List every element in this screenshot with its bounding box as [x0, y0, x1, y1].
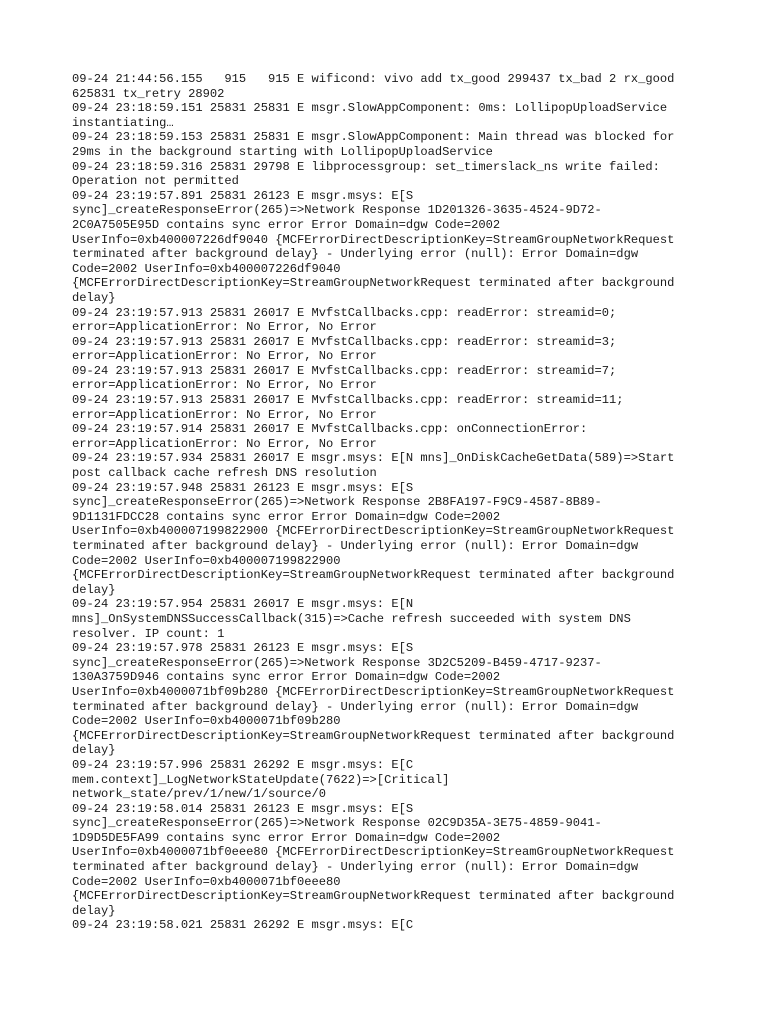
log-line: resolver. IP count: 1: [72, 626, 225, 641]
log-line: 09-24 23:19:57.934 25831 26017 E msgr.msys: E[N mns]_OnDiskCacheGetData(589)=>Start: [72, 451, 675, 466]
log-line: 09-24 23:19:57.954 25831 26017 E msgr.msys: E[N: [72, 597, 414, 612]
log-line: mns]_OnSystemDNSSuccessCallback(315)=>Cache refresh succeeded with system DNS: [72, 611, 631, 626]
log-line: Code=2002 UserInfo=0xb400007199822900: [72, 553, 341, 568]
log-line: UserInfo=0xb4000071bf09b280 {MCFErrorDirectDescriptionKey=StreamGroupNetworkRequest: [72, 684, 675, 699]
log-line: terminated after background delay} - Underlying error (null): Error Domain=dgw: [72, 247, 639, 262]
log-line: UserInfo=0xb400007226df9040 {MCFErrorDirectDescriptionKey=StreamGroupNetworkRequest: [72, 232, 675, 247]
log-line: UserInfo=0xb4000071bf0eee80 {MCFErrorDirectDescriptionKey=StreamGroupNetworkRequest: [72, 845, 675, 860]
log-line: Code=2002 UserInfo=0xb400007226df9040: [72, 261, 341, 276]
log-line: delay}: [72, 743, 116, 758]
log-line: 09-24 23:19:57.891 25831 26123 E msgr.msys: E[S: [72, 188, 414, 203]
log-line: network_state/prev/1/new/1/source/0: [72, 787, 327, 802]
log-line: terminated after background delay} - Underlying error (null): Error Domain=dgw: [72, 699, 639, 714]
log-line: 09-24 23:19:57.996 25831 26292 E msgr.msys: E[C: [72, 757, 414, 772]
log-line: 1D9D5DE5FA99 contains sync error Error Domain=dgw Code=2002: [72, 830, 501, 845]
log-line: error=ApplicationError: No Error, No Error: [72, 349, 377, 364]
log-line: 09-24 21:44:56.155 915 915 E wificond: vivo add tx_good 299437 tx_bad 2 rx_good: [72, 72, 675, 86]
log-line: 09-24 23:19:58.021 25831 26292 E msgr.msys: E[C: [72, 918, 414, 933]
log-line: terminated after background delay} - Underlying error (null): Error Domain=dgw: [72, 539, 639, 553]
log-line: sync]_createResponseError(265)=>Network Response 02C9D35A-3E75-4859-9041-: [72, 816, 602, 831]
log-line: delay}: [72, 290, 116, 305]
log-line: instantiating…: [72, 115, 174, 130]
log-line: 130A3759D946 contains sync error Error Domain=dgw Code=2002: [72, 670, 501, 685]
log-line: {MCFErrorDirectDescriptionKey=StreamGroupNetworkRequest terminated after background: [72, 728, 675, 743]
log-line: error=ApplicationError: No Error, No Error: [72, 436, 377, 451]
log-line: UserInfo=0xb400007199822900 {MCFErrorDirectDescriptionKey=StreamGroupNetworkRequest: [72, 524, 675, 539]
log-line: sync]_createResponseError(265)=>Network Response 2B8FA197-F9C9-4587-8B89-: [72, 495, 602, 510]
log-line: delay}: [72, 903, 116, 918]
log-line: 09-24 23:19:57.913 25831 26017 E MvfstCallbacks.cpp: readError: streamid=3;: [72, 334, 617, 349]
log-line: Operation not permitted: [72, 174, 239, 189]
log-line: 09-24 23:19:57.913 25831 26017 E MvfstCallbacks.cpp: readError: streamid=0;: [72, 305, 617, 320]
log-line: error=ApplicationError: No Error, No Error: [72, 407, 377, 422]
log-line: 09-24 23:19:58.014 25831 26123 E msgr.msys: E[S: [72, 801, 414, 816]
log-line: 09-24 23:18:59.153 25831 25831 E msgr.SlowAppComponent: Main thread was blocked for: [72, 130, 675, 145]
log-line: {MCFErrorDirectDescriptionKey=StreamGroupNetworkRequest terminated after background: [72, 889, 675, 904]
log-line: error=ApplicationError: No Error, No Error: [72, 378, 377, 393]
log-line: sync]_createResponseError(265)=>Network Response 3D2C5209-B459-4717-9237-: [72, 655, 602, 670]
log-line: sync]_createResponseError(265)=>Network Response 1D201326-3635-4524-9D72-: [72, 203, 602, 218]
log-line: 9D1131FDCC28 contains sync error Error Domain=dgw Code=2002: [72, 509, 501, 524]
log-line: {MCFErrorDirectDescriptionKey=StreamGroupNetworkRequest terminated after background: [72, 276, 675, 291]
log-line: mem.context]_LogNetworkStateUpdate(7622)=>[Critical]: [72, 772, 450, 787]
log-line: 625831 tx_retry 28902: [72, 86, 225, 101]
log-line: terminated after background delay} - Underlying error (null): Error Domain=dgw: [72, 860, 639, 875]
log-line: Code=2002 UserInfo=0xb4000071bf0eee80: [72, 874, 341, 889]
log-line: 29ms in the background starting with LollipopUploadService: [72, 144, 493, 159]
log-line: 09-24 23:18:59.316 25831 29798 E libprocessgroup: set_timerslack_ns write failed:: [72, 159, 660, 174]
log-line: {MCFErrorDirectDescriptionKey=StreamGroupNetworkRequest terminated after background: [72, 568, 675, 583]
log-line: 2C0A7505E95D contains sync error Error Domain=dgw Code=2002: [72, 217, 501, 232]
log-line: 09-24 23:18:59.151 25831 25831 E msgr.SlowAppComponent: 0ms: LollipopUploadService: [72, 101, 668, 116]
log-line: 09-24 23:19:57.978 25831 26123 E msgr.msys: E[S: [72, 641, 414, 656]
log-line: 09-24 23:19:57.913 25831 26017 E MvfstCallbacks.cpp: readError: streamid=11;: [72, 393, 624, 408]
log-line: delay}: [72, 582, 116, 597]
log-line: 09-24 23:19:57.913 25831 26017 E MvfstCallbacks.cpp: readError: streamid=7;: [72, 363, 617, 378]
log-text-block: [72, 72, 702, 933]
log-line: 09-24 23:19:57.914 25831 26017 E MvfstCallbacks.cpp: onConnectionError:: [72, 422, 588, 437]
log-line: Code=2002 UserInfo=0xb4000071bf09b280: [72, 714, 341, 729]
log-line: error=ApplicationError: No Error, No Error: [72, 320, 377, 335]
log-line: 09-24 23:19:57.948 25831 26123 E msgr.msys: E[S: [72, 480, 414, 495]
log-line: post callback cache refresh DNS resolution: [72, 466, 377, 481]
